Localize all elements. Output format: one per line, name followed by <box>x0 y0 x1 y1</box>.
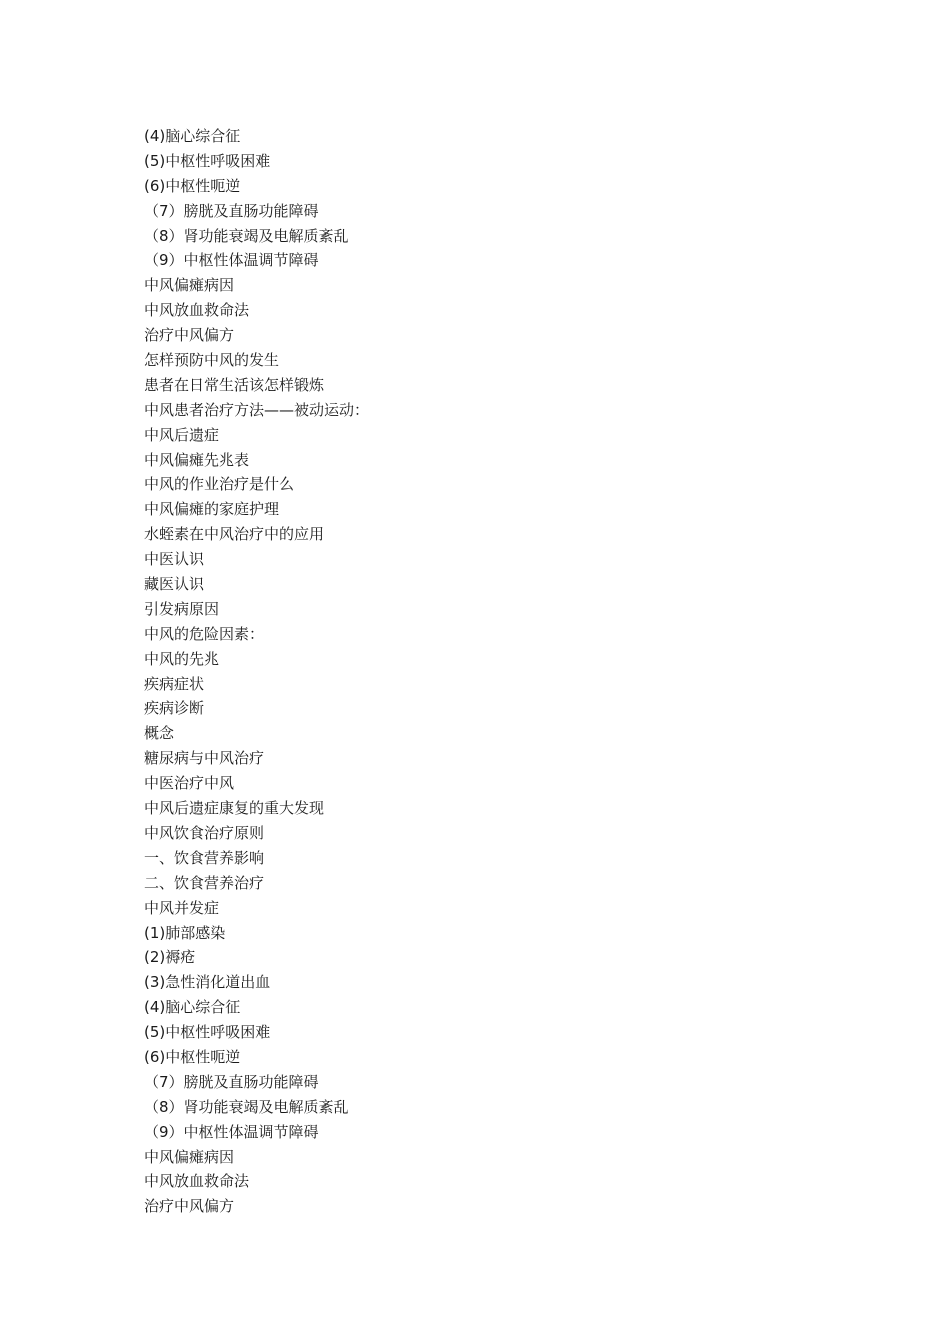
text-line: 中风偏瘫病因 <box>144 276 235 295</box>
text-line: 中风后遗症 <box>144 425 220 444</box>
text-line: 疾病症状 <box>144 674 205 693</box>
text-line: 中风的危险因素： <box>144 624 265 643</box>
text-line: 二、饮食营养治疗 <box>144 873 265 892</box>
text-line: (3)急性消化道出血 <box>144 973 271 992</box>
text-line: (1)肺部感染 <box>144 923 226 942</box>
text-line: 引发病原因 <box>144 599 220 618</box>
text-line: 藏医认识 <box>144 575 205 594</box>
text-line: 中医认识 <box>144 550 205 569</box>
text-line: 中风患者治疗方法——被动运动： <box>144 400 370 419</box>
text-line: 中风后遗症康复的重大发现 <box>144 799 325 818</box>
text-line: （8）肾功能衰竭及电解质紊乱 <box>144 1097 349 1116</box>
text-line: 患者在日常生活该怎样锻炼 <box>144 375 325 394</box>
text-line: 治疗中风偏方 <box>144 326 235 345</box>
text-line: 治疗中风偏方 <box>144 1197 235 1216</box>
text-line: （7）膀胱及直肠功能障碍 <box>144 1072 319 1091</box>
text-line: （7）膀胱及直肠功能障碍 <box>144 201 319 220</box>
text-line: 中风的先兆 <box>144 649 220 668</box>
text-line: 中风放血救命法 <box>144 1172 250 1191</box>
text-line: 中风的作业治疗是什么 <box>144 475 295 494</box>
text-line: （9）中枢性体温调节障碍 <box>144 1122 319 1141</box>
text-line: (5)中枢性呼吸困难 <box>144 151 271 170</box>
text-line: 概念 <box>144 724 175 743</box>
text-line: 中风并发症 <box>144 898 220 917</box>
text-line: (4)脑心综合征 <box>144 998 241 1017</box>
text-line: (5)中枢性呼吸困难 <box>144 1023 271 1042</box>
text-line: 一、饮食营养影响 <box>144 848 265 867</box>
text-line: 中风偏瘫的家庭护理 <box>144 500 280 519</box>
text-line: 中风偏瘫病因 <box>144 1147 235 1166</box>
text-line: (6)中枢性呃逆 <box>144 176 241 195</box>
text-line: 怎样预防中风的发生 <box>144 351 280 370</box>
text-line: (6)中枢性呃逆 <box>144 1047 241 1066</box>
text-line: (4)脑心综合征 <box>144 127 241 145</box>
text-line: 中医治疗中风 <box>144 774 235 793</box>
text-line: 中风放血救命法 <box>144 301 250 320</box>
text-line: （9）中枢性体温调节障碍 <box>144 251 319 270</box>
text-line: 糖尿病与中风治疗 <box>144 749 265 768</box>
text-line: 水蛭素在中风治疗中的应用 <box>144 525 325 544</box>
text-lines <box>144 124 369 1219</box>
text-line: (2)褥疮 <box>144 948 196 967</box>
text-line: 疾病诊断 <box>144 699 205 718</box>
text-line: 中风饮食治疗原则 <box>144 823 265 842</box>
text-line: （8）肾功能衰竭及电解质紊乱 <box>144 226 349 245</box>
text-line: 中风偏瘫先兆表 <box>144 450 250 469</box>
